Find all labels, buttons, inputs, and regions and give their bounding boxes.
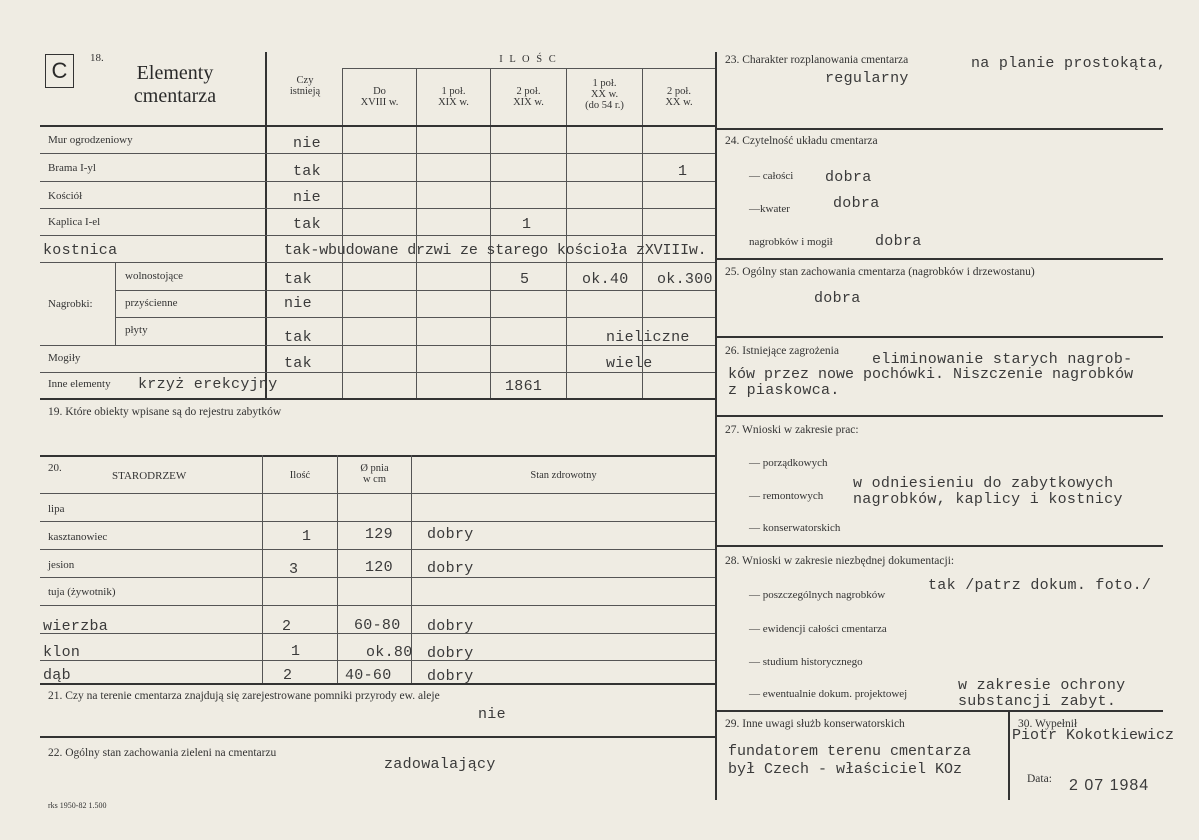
section-24-item: —kwater (749, 203, 790, 215)
section-28-value: w zakresie ochrony (958, 677, 1126, 694)
tree-name: wierzba (43, 618, 109, 635)
divider (715, 545, 1163, 547)
divider (40, 455, 715, 457)
divider (40, 125, 715, 127)
section-29-answer: fundatorem terenu cmentarza (728, 743, 972, 760)
row-label: przyścienne (125, 297, 178, 309)
date-label: Data: (1027, 773, 1052, 785)
section-24-value: dobra (875, 233, 922, 250)
exists-value: tak (293, 163, 321, 180)
divider (115, 262, 116, 345)
tree-count: 1 (302, 528, 312, 545)
divider (490, 68, 491, 398)
tree-name: klon (43, 644, 81, 661)
section-28-item: — ewidencji całości cmentarza (749, 623, 887, 635)
section-number: 20. (48, 462, 62, 474)
divider (40, 153, 715, 154)
section-number: 18. (90, 52, 104, 64)
section-26-answer: z piaskowca. (728, 382, 840, 399)
divider (715, 128, 1163, 130)
section-21-answer: nie (478, 706, 506, 723)
row-note: tak-wbudowane drzwi ze starego kościoła zXVIIIw. (284, 242, 707, 259)
tree-diameter: 40-60 (345, 667, 392, 684)
row-label: Kościół (48, 190, 83, 202)
divider (262, 455, 263, 683)
section-title (110, 62, 240, 108)
section-24-item: nagrobków i mogił (749, 236, 833, 248)
title-line: Elementy (136, 62, 214, 84)
section-27-question: 27. Wnioski w zakresie prac: (725, 424, 859, 436)
section-28-item: — studium historycznego (749, 656, 863, 668)
section-27-item: — remontowych (749, 490, 824, 502)
tree-diameter: 129 (365, 526, 393, 543)
title-line: cmentarza (133, 85, 217, 107)
divider (115, 290, 715, 291)
divider (40, 605, 715, 606)
section-24-question: 24. Czytelność układu cmentarza (725, 135, 878, 147)
count-value: 1 (678, 163, 688, 180)
tree-state: dobry (427, 618, 474, 635)
count-value: 1 (522, 216, 532, 233)
exists-value: nie (293, 189, 321, 206)
divider (715, 52, 717, 800)
section-23-answer: na planie prostokąta, (971, 55, 1167, 72)
row-note: nieliczne (606, 329, 690, 346)
date-value: 2 07 1984 (1069, 777, 1150, 794)
section-21-question: 21. Czy na terenie cmentarza znajdują się zarejestrowane pomniki przyrody ew. aleje (48, 690, 440, 702)
divider (642, 68, 643, 398)
divider (40, 181, 715, 182)
divider (342, 68, 343, 398)
divider (715, 710, 1163, 712)
section-28-item: — ewentualnie dokum. projektowej (749, 688, 908, 700)
tree-name: dąb (43, 667, 71, 684)
header-col: 1 poł. XIX w. (438, 86, 469, 108)
section-26-question: 26. Istniejące zagrożenia (725, 345, 839, 357)
count-value: 5 (520, 271, 530, 288)
count-value: 1861 (505, 378, 543, 395)
divider (265, 52, 267, 399)
section-23-answer: regularny (825, 70, 909, 87)
divider (566, 68, 567, 398)
category-letter-box: C (45, 54, 74, 88)
tree-count: 1 (291, 643, 301, 660)
divider (40, 262, 715, 263)
exists-value: tak (284, 271, 312, 288)
section-24-value: dobra (833, 195, 880, 212)
section-30-question: 30. Wypełnił (1018, 718, 1078, 730)
section-27-answer: nagrobków, kaplicy i kostnicy (853, 491, 1123, 508)
row-label: płyty (125, 324, 148, 336)
header-ilosc: Ilość (289, 470, 311, 481)
row-label: wolnostojące (125, 270, 184, 282)
row-note: wiele (606, 355, 653, 372)
section-27-item: — konserwatorskich (749, 522, 841, 534)
divider (40, 235, 715, 236)
section-28-question: 28. Wnioski w zakresie niezbędnej dokumentacji: (725, 555, 955, 567)
divider (115, 317, 715, 318)
section-24-item: — całości (749, 170, 794, 182)
section-29-answer: był Czech - właściciel KOz (728, 761, 963, 778)
row-value: krzyż erekcyjny (138, 376, 278, 393)
tree-name: lipa (48, 503, 65, 515)
group-label: Nagrobki: (48, 298, 93, 310)
form-footer: rks 1950-82 1.500 (48, 801, 107, 810)
divider (40, 398, 715, 400)
exists-value: tak (284, 355, 312, 372)
section-26-answer: eliminowanie starych nagrob- (872, 351, 1133, 368)
divider (40, 736, 715, 738)
row-label: Mur ogrodzeniowy (48, 134, 133, 146)
tree-diameter: 60-80 (354, 617, 401, 634)
tree-diameter: ok.80 (366, 644, 413, 661)
section-19-question: 19. Które obiekty wpisane są do rejestru zabytków (48, 406, 282, 418)
section-22-answer: zadowalający (384, 756, 496, 773)
divider (715, 336, 1163, 338)
row-label: kostnica (43, 242, 118, 259)
header-col: 1 poł. XX w. (do 54 r.) (585, 78, 624, 111)
tree-diameter: 120 (365, 559, 393, 576)
tree-name: kasztanowiec (48, 531, 108, 543)
section-23-question: 23. Charakter rozplanowania cmentarza (725, 54, 909, 66)
exists-value: tak (293, 216, 321, 233)
exists-value: nie (293, 135, 321, 152)
section-28-item: — poszczególnych nagrobków (749, 589, 886, 601)
section-27-item: — porządkowych (749, 457, 828, 469)
header-stan: Stan zdrowotny (530, 470, 597, 481)
divider (416, 68, 417, 398)
divider (342, 68, 715, 69)
divider (40, 521, 715, 522)
divider (40, 577, 715, 578)
tree-state: dobry (427, 645, 474, 662)
header-pnia: Ø pnia w cm (360, 463, 389, 485)
section-25-answer: dobra (814, 290, 861, 307)
divider (40, 208, 715, 209)
section-24-value: dobra (825, 169, 872, 186)
divider (715, 258, 1163, 260)
divider (40, 549, 715, 550)
tree-state: dobry (427, 526, 474, 543)
section-25-question: 25. Ogólny stan zachowania cmentarza (nagrobków i drzewostanu) (725, 266, 1035, 278)
row-label: Kaplica I-el (48, 216, 101, 228)
divider (40, 372, 715, 373)
section-27-answer: w odniesieniu do zabytkowych (853, 475, 1114, 492)
exists-value: tak (284, 329, 312, 346)
tree-count: 2 (282, 618, 292, 635)
tree-name: tuja (żywotnik) (48, 586, 116, 598)
tree-name: jesion (48, 559, 75, 571)
divider (40, 493, 715, 494)
section-28-value: tak /patrz dokum. foto./ (928, 577, 1152, 594)
section-28-value: substancji zabyt. (958, 693, 1117, 710)
count-value: ok.40 (582, 271, 629, 288)
row-label: Inne elementy (48, 378, 111, 390)
header-col: Do XVIII w. (360, 86, 399, 108)
tree-state: dobry (427, 668, 474, 685)
row-label: Brama I-yl (48, 162, 96, 174)
tree-count: 2 (283, 667, 293, 684)
exists-value: nie (284, 295, 312, 312)
row-label: Mogiły (48, 352, 81, 364)
tree-count: 3 (289, 561, 299, 578)
header-col: 2 poł. XIX w. (513, 86, 544, 108)
header-czy-istnieja: Czy istnieją (289, 75, 321, 97)
divider (1008, 710, 1010, 800)
section-29-question: 29. Inne uwagi służb konserwatorskich (725, 718, 905, 730)
filled-by-name: Piotr Kokotkiewicz (1012, 727, 1175, 744)
divider (715, 415, 1163, 417)
section-22-question: 22. Ogólny stan zachowania zieleni na cmentarzu (48, 747, 277, 759)
tree-state: dobry (427, 560, 474, 577)
header-ilosc: I L O Ś C (499, 54, 558, 65)
section-20-title: STARODRZEW (112, 470, 187, 482)
section-26-answer: ków przez nowe pochówki. Niszczenie nagrobków (728, 366, 1134, 383)
divider (337, 455, 338, 683)
header-col: 2 poł. XX w. (665, 86, 693, 108)
count-value: ok.300 (657, 271, 713, 288)
